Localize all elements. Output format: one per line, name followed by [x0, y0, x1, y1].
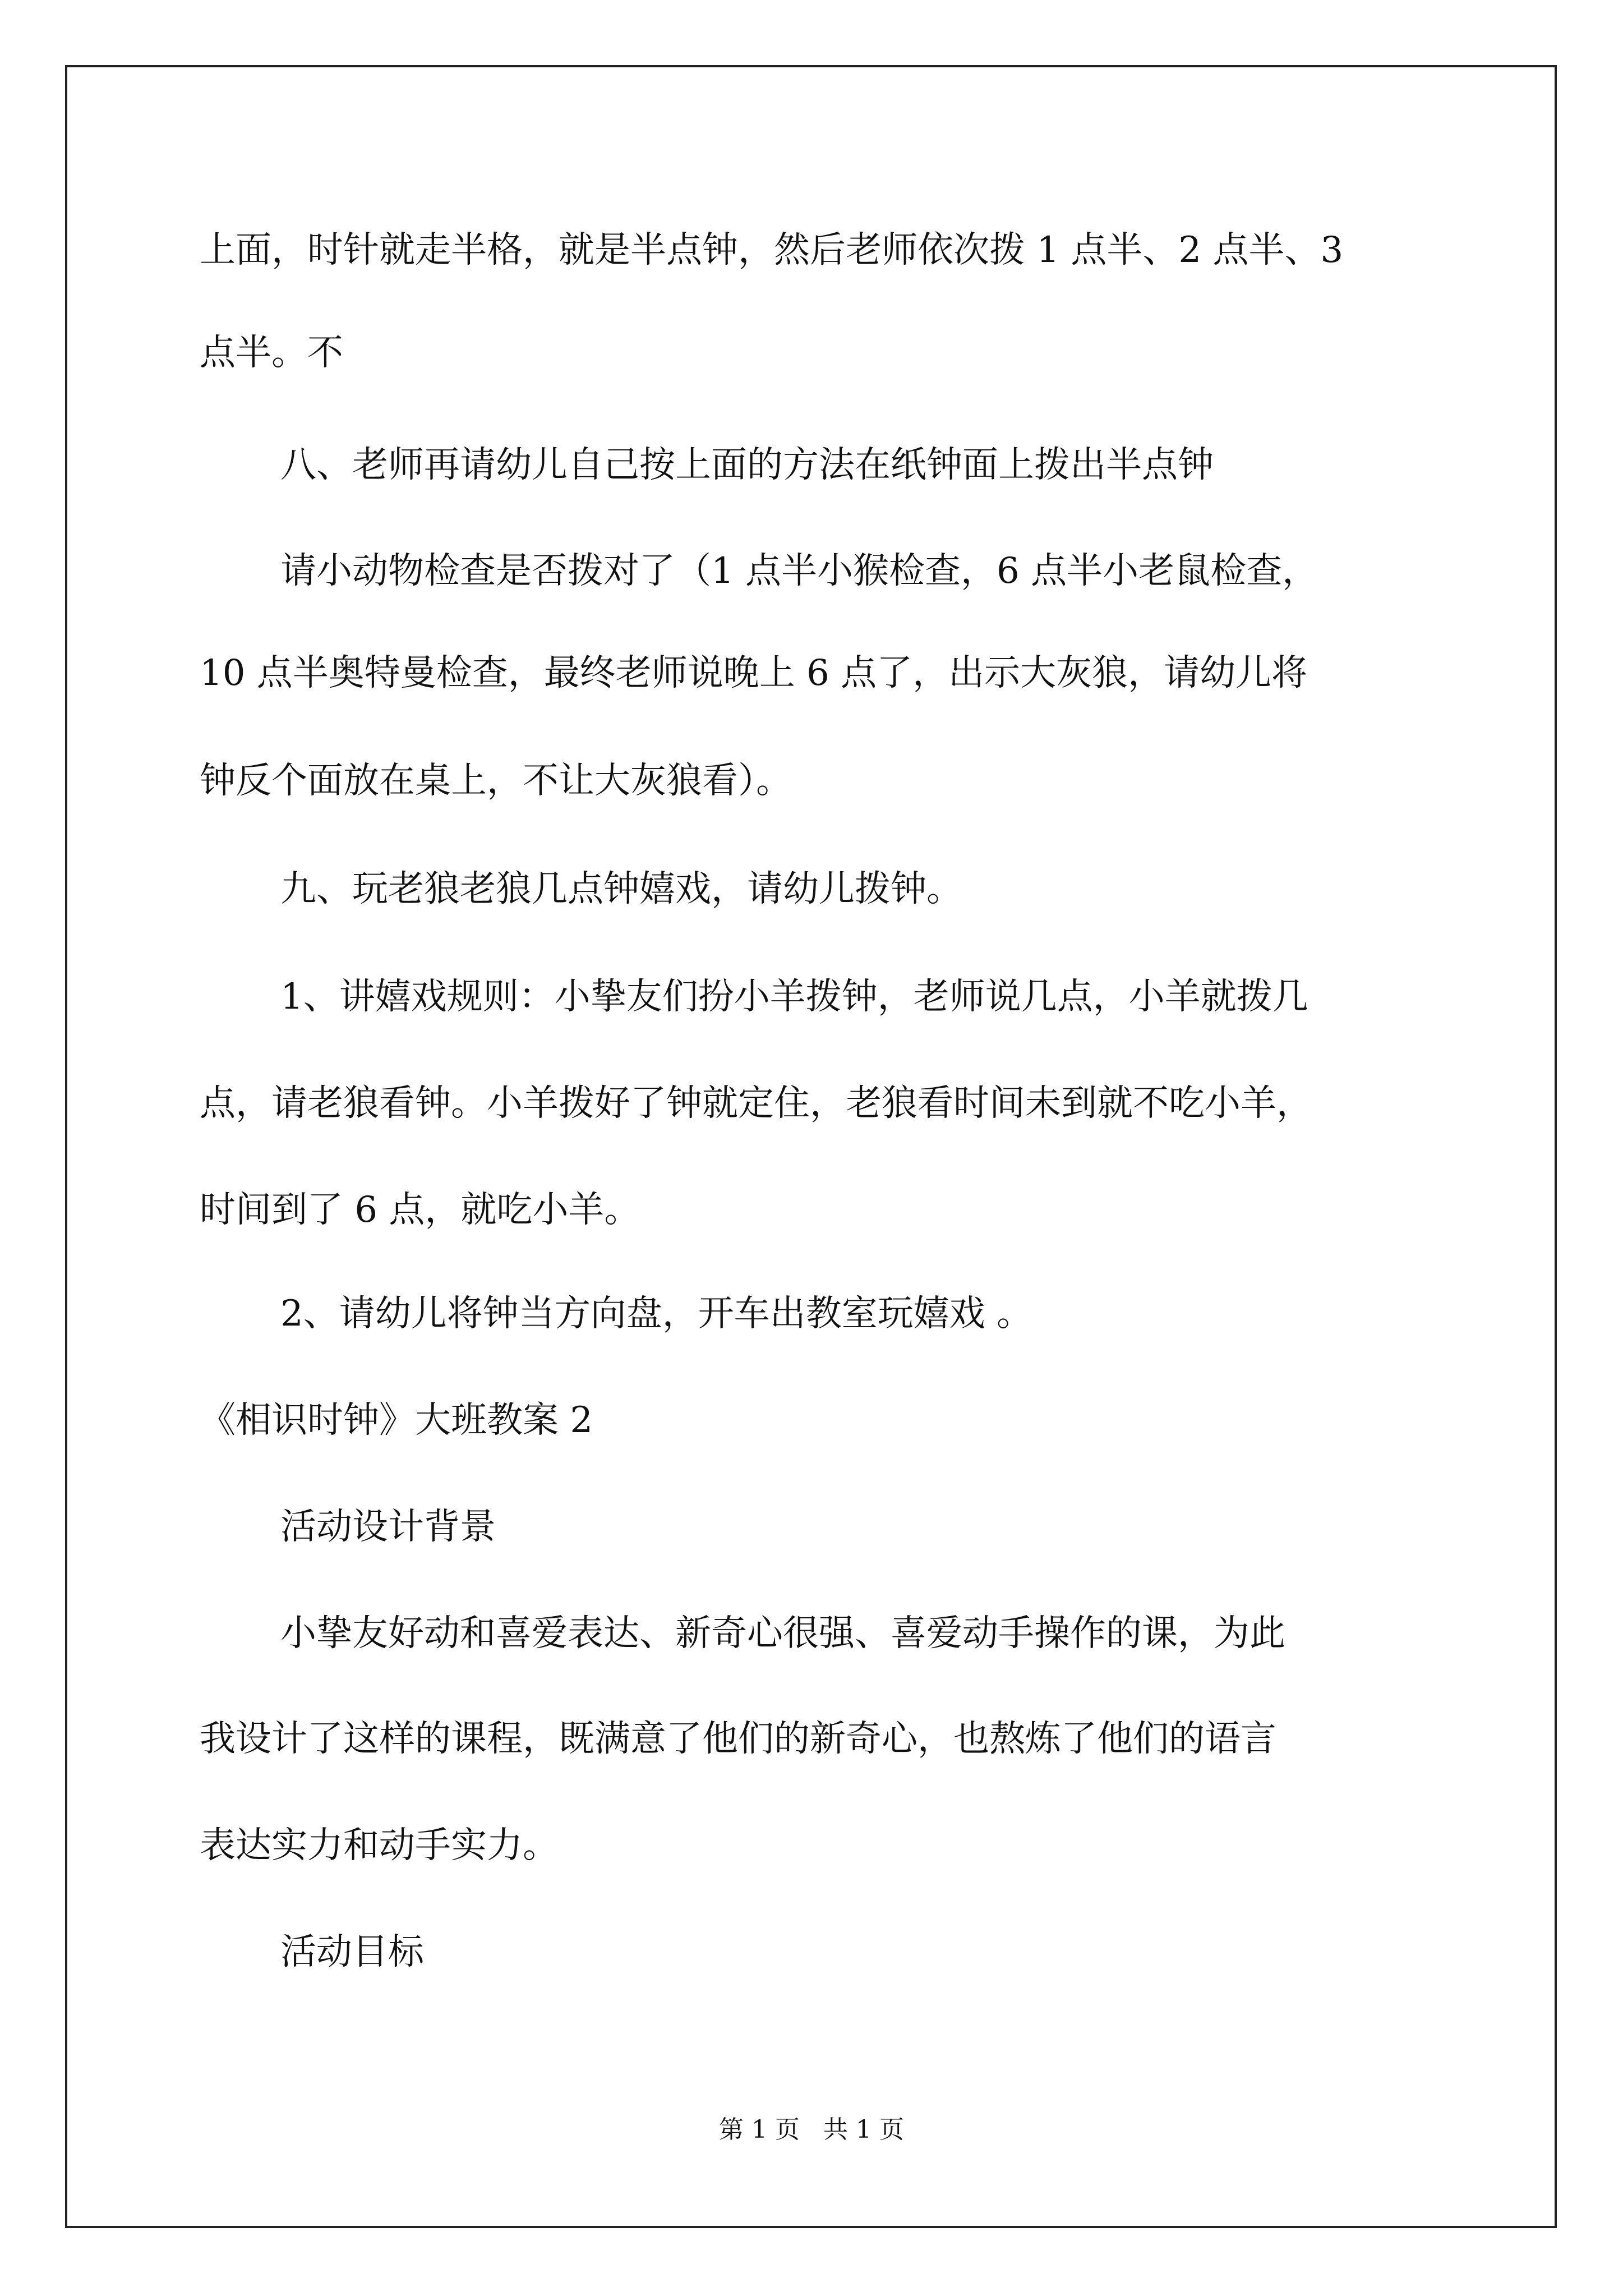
subheading-goals: 活动目标 — [280, 1931, 424, 1973]
body-line-10: 时间到了 6 点，就吃小羊。 — [200, 1189, 640, 1231]
subheading-background: 活动设计背景 — [280, 1506, 496, 1548]
body-line-14: 小挚友好动和喜爱表达、新奇心很强、喜爱动手操作的课，为此 — [280, 1613, 1285, 1654]
body-line-9: 点，请老狼看钟。小羊拨好了钟就定住，老狼看时间未到就不吃小羊， — [200, 1083, 1312, 1124]
body-line-4: 请小动物检查是否拨对了（1 点半小猴检查，6 点半小老鼠检查， — [280, 550, 1318, 592]
page-border — [65, 65, 1557, 2228]
body-line-5: 10 点半奥特曼检查，最终老师说晚上 6 点了，出示大灰狼，请幼儿将 — [200, 652, 1308, 694]
page-footer: 第 1 页 共 1 页 — [719, 2115, 904, 2144]
lesson-title: 《相识时钟》大班教案 2 — [200, 1400, 593, 1441]
rule-2-line: 2、请幼儿将钟当方向盘，开车出教室玩嬉戏 。 — [280, 1293, 1033, 1335]
section-8-line: 八、老师再请幼儿自己按上面的方法在纸钟面上拨出半点钟 — [280, 444, 1214, 486]
body-line-2: 点半。不 — [200, 332, 343, 374]
rule-1-line: 1、讲嬉戏规则：小挚友们扮小羊拨钟，老师说几点，小羊就拨几 — [280, 976, 1308, 1018]
body-line-6: 钟反个面放在桌上，不让大灰狼看）。 — [200, 760, 792, 802]
section-9-line: 九、玩老狼老狼几点钟嬉戏，请幼儿拨钟。 — [280, 868, 962, 910]
body-line-16: 表达实力和动手实力。 — [200, 1825, 559, 1866]
body-line-15: 我设计了这样的课程，既满意了他们的新奇心，也熬炼了他们的语言 — [200, 1718, 1276, 1760]
body-line-1: 上面，时针就走半格，就是半点钟，然后老师依次拨 1 点半、2 点半、3 — [200, 229, 1344, 271]
